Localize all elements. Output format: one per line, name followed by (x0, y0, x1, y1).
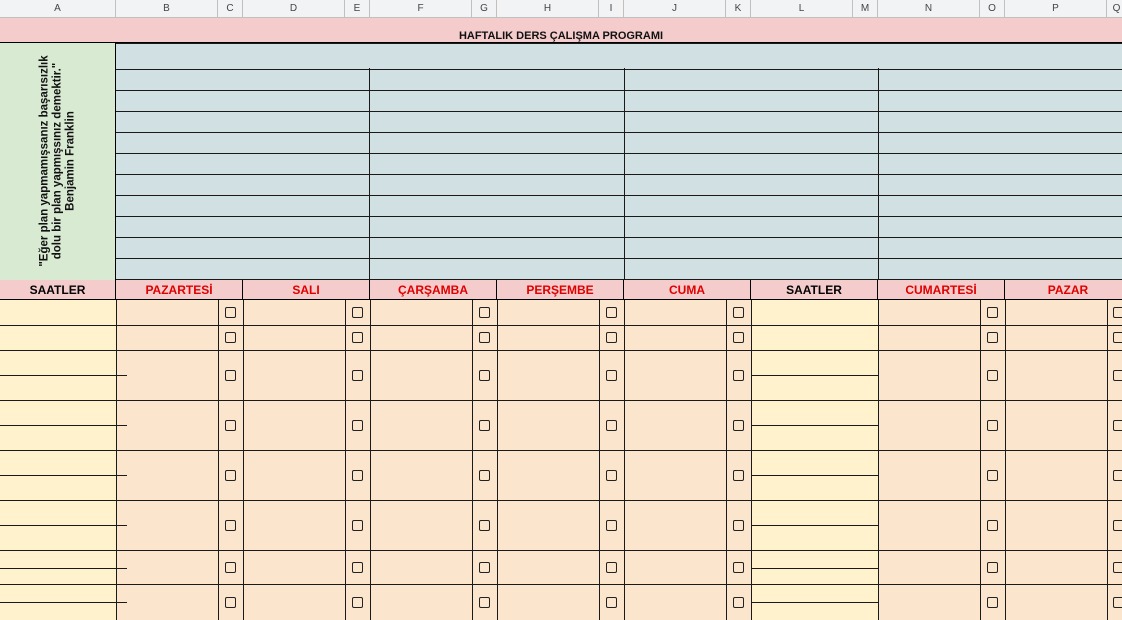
time-row-line (751, 584, 878, 585)
checkbox-icon[interactable] (987, 307, 998, 318)
checkbox-icon[interactable] (352, 562, 363, 573)
time-row-line (751, 602, 878, 603)
time-row-line (751, 550, 878, 551)
day-column-7[interactable] (1005, 300, 1122, 620)
column-header-c[interactable]: C (218, 0, 243, 18)
time-row-line (0, 450, 127, 451)
checkbox-icon[interactable] (479, 470, 490, 481)
checkbox-icon[interactable] (352, 420, 363, 431)
time-row-line (0, 500, 127, 501)
checkbox-icon[interactable] (225, 307, 236, 318)
checkbox-icon[interactable] (987, 597, 998, 608)
checkbox-icon[interactable] (479, 332, 490, 343)
day-row-line (497, 350, 624, 351)
time-column-2[interactable] (751, 300, 878, 620)
grid-column-line (599, 300, 600, 620)
day-row-line (624, 450, 751, 451)
column-header-e[interactable]: E (345, 0, 370, 18)
day-row-line (1005, 584, 1122, 585)
time-row-line (751, 425, 878, 426)
time-row-line (751, 325, 878, 326)
grid-column-line (624, 300, 625, 620)
time-row-line (0, 602, 127, 603)
day-row-line (497, 584, 624, 585)
day-row-line (878, 400, 1005, 401)
grid-column-line (345, 300, 346, 620)
checkbox-icon[interactable] (606, 420, 617, 431)
checkbox-icon[interactable] (225, 597, 236, 608)
day-row-line (878, 550, 1005, 551)
checkbox-icon[interactable] (987, 562, 998, 573)
day-row-line (116, 325, 243, 326)
checkbox-icon[interactable] (479, 562, 490, 573)
checkbox-icon[interactable] (352, 370, 363, 381)
checkbox-icon[interactable] (987, 470, 998, 481)
notes-row-line (116, 69, 1122, 70)
time-row-line (0, 550, 127, 551)
column-header-h[interactable]: H (497, 0, 599, 18)
day-row-line (370, 450, 497, 451)
header-cuma: CUMA (624, 280, 751, 300)
checkbox-icon[interactable] (352, 470, 363, 481)
header-saatler-2: SAATLER (751, 280, 878, 300)
quote-text (39, 46, 78, 276)
grid-column-line (243, 300, 244, 620)
day-column-1[interactable] (116, 300, 243, 620)
header-sali: SALI (243, 280, 370, 300)
time-row-line (0, 525, 127, 526)
day-row-line (116, 350, 243, 351)
checkbox-icon[interactable] (733, 307, 744, 318)
notes-row-line (116, 195, 1122, 196)
checkbox-icon[interactable] (1113, 370, 1122, 381)
header-carsamba: ÇARŞAMBA (370, 280, 497, 300)
day-row-line (624, 550, 751, 551)
checkbox-icon[interactable] (1113, 520, 1122, 531)
checkbox-icon[interactable] (606, 520, 617, 531)
grid-column-line (116, 300, 117, 620)
checkbox-icon[interactable] (606, 370, 617, 381)
header-cumartesi: CUMARTESİ (878, 280, 1005, 300)
time-row-line (751, 568, 878, 569)
checkbox-icon[interactable] (733, 370, 744, 381)
day-row-line (878, 584, 1005, 585)
time-row-line (0, 375, 127, 376)
checkbox-icon[interactable] (1113, 420, 1122, 431)
time-row-line (0, 584, 127, 585)
time-row-line (751, 500, 878, 501)
day-row-line (1005, 450, 1122, 451)
day-row-line (116, 584, 243, 585)
checkbox-icon[interactable] (225, 562, 236, 573)
grid-column-line (497, 300, 498, 620)
time-row-line (751, 450, 878, 451)
day-row-line (1005, 400, 1122, 401)
checkbox-icon[interactable] (479, 420, 490, 431)
day-row-line (624, 400, 751, 401)
notes-row-line (116, 43, 1122, 44)
checkbox-icon[interactable] (987, 332, 998, 343)
time-row-line (751, 350, 878, 351)
day-row-line (116, 550, 243, 551)
sheet-title[interactable]: HAFTALIK DERS ÇALIŞMA PROGRAMI (0, 18, 1122, 43)
day-row-line (243, 400, 370, 401)
day-row-line (370, 550, 497, 551)
checkbox-icon[interactable] (479, 520, 490, 531)
column-header-o[interactable]: O (980, 0, 1005, 18)
notes-row-line (116, 153, 1122, 154)
checkbox-icon[interactable] (987, 420, 998, 431)
column-header-i[interactable]: I (599, 0, 624, 18)
grid-column-line (726, 300, 727, 620)
checkbox-icon[interactable] (987, 520, 998, 531)
notes-column-divider (624, 68, 625, 280)
notes-row-line (116, 258, 1122, 259)
checkbox-icon[interactable] (479, 307, 490, 318)
checkbox-icon[interactable] (225, 370, 236, 381)
day-row-line (243, 584, 370, 585)
quote-line-2: dolu bir plan yapmışsınız demektir." (51, 62, 64, 260)
grid-column-line (370, 300, 371, 620)
checkbox-icon[interactable] (733, 520, 744, 531)
header-saatler: SAATLER (0, 280, 116, 300)
notes-column-divider (878, 68, 879, 280)
notes-row-line (116, 132, 1122, 133)
time-row-line (0, 400, 127, 401)
time-row-line (0, 568, 127, 569)
day-column-6[interactable] (878, 300, 1005, 620)
time-column-1[interactable] (0, 300, 127, 620)
notes-column-divider (369, 68, 370, 280)
checkbox-icon[interactable] (479, 597, 490, 608)
day-row-line (497, 550, 624, 551)
day-row-line (116, 500, 243, 501)
notes-row-line (116, 216, 1122, 217)
day-row-line (370, 325, 497, 326)
checkbox-icon[interactable] (225, 470, 236, 481)
checkbox-icon[interactable] (1113, 597, 1122, 608)
time-row-line (0, 325, 127, 326)
checkbox-icon[interactable] (352, 332, 363, 343)
column-header-f[interactable]: F (370, 0, 472, 18)
checkbox-icon[interactable] (1113, 332, 1122, 343)
checkbox-icon[interactable] (606, 307, 617, 318)
header-pazar: PAZAR (1005, 280, 1122, 300)
grid-column-line (751, 300, 752, 620)
checkbox-icon[interactable] (479, 370, 490, 381)
column-header-j[interactable]: J (624, 0, 726, 18)
day-row-line (370, 500, 497, 501)
checkbox-icon[interactable] (225, 420, 236, 431)
day-row-line (116, 400, 243, 401)
grid-column-line (1005, 300, 1006, 620)
day-row-line (1005, 350, 1122, 351)
checkbox-icon[interactable] (733, 332, 744, 343)
grid-column-line (878, 300, 879, 620)
grid-column-line (1107, 300, 1108, 620)
day-row-line (243, 350, 370, 351)
day-row-line (243, 500, 370, 501)
day-row-line (624, 500, 751, 501)
time-row-line (751, 375, 878, 376)
day-row-line (497, 325, 624, 326)
checkbox-icon[interactable] (733, 470, 744, 481)
quote-author: Benjamin Franklin (64, 111, 77, 211)
checkbox-icon[interactable] (352, 520, 363, 531)
grid-column-line (218, 300, 219, 620)
column-header-k[interactable]: K (726, 0, 751, 18)
checkbox-icon[interactable] (606, 562, 617, 573)
column-header-a[interactable]: A (0, 0, 116, 18)
checkbox-icon[interactable] (987, 370, 998, 381)
checkbox-icon[interactable] (606, 470, 617, 481)
day-row-line (370, 400, 497, 401)
checkbox-icon[interactable] (352, 597, 363, 608)
column-header-p[interactable]: P (1005, 0, 1107, 18)
day-row-line (878, 325, 1005, 326)
day-row-line (624, 325, 751, 326)
time-row-line (751, 525, 878, 526)
day-column-4[interactable] (497, 300, 624, 620)
time-row-line (751, 400, 878, 401)
notes-row-line (116, 237, 1122, 238)
day-column-2[interactable] (243, 300, 370, 620)
column-header-l[interactable]: L (751, 0, 853, 18)
checkbox-icon[interactable] (606, 597, 617, 608)
grid-column-line (472, 300, 473, 620)
day-column-5[interactable] (624, 300, 751, 620)
day-row-line (624, 584, 751, 585)
checkbox-icon[interactable] (1113, 307, 1122, 318)
notes-area[interactable] (116, 43, 1122, 280)
day-row-line (878, 500, 1005, 501)
time-row-line (0, 475, 127, 476)
header-persembe: PERŞEMBE (497, 280, 624, 300)
checkbox-icon[interactable] (733, 562, 744, 573)
checkbox-icon[interactable] (733, 597, 744, 608)
column-header-d[interactable]: D (243, 0, 345, 18)
checkbox-icon[interactable] (733, 420, 744, 431)
grid-column-line (980, 300, 981, 620)
day-row-line (1005, 500, 1122, 501)
checkbox-icon[interactable] (606, 332, 617, 343)
time-row-line (751, 475, 878, 476)
day-row-line (1005, 325, 1122, 326)
notes-row-line (116, 90, 1122, 91)
day-row-line (243, 450, 370, 451)
day-row-line (497, 400, 624, 401)
day-row-line (878, 350, 1005, 351)
checkbox-icon[interactable] (225, 520, 236, 531)
header-pazartesi: PAZARTESİ (116, 280, 243, 300)
time-row-line (0, 350, 127, 351)
checkbox-icon[interactable] (225, 332, 236, 343)
quote-line-1: "Eğer plan yapmamışsanız başarısızlık (38, 55, 51, 267)
day-row-line (497, 500, 624, 501)
day-row-line (1005, 550, 1122, 551)
day-row-line (243, 550, 370, 551)
column-header-b[interactable]: B (116, 0, 218, 18)
day-row-line (243, 325, 370, 326)
checkbox-icon[interactable] (1113, 470, 1122, 481)
day-row-line (497, 450, 624, 451)
day-row-line (624, 350, 751, 351)
column-header-q[interactable]: Q (1107, 0, 1122, 18)
column-header-n[interactable]: N (878, 0, 980, 18)
day-column-3[interactable] (370, 300, 497, 620)
quote-cell[interactable] (0, 43, 116, 280)
checkbox-icon[interactable] (1113, 562, 1122, 573)
column-header-g[interactable]: G (472, 0, 497, 18)
day-row-line (878, 450, 1005, 451)
time-row-line (0, 425, 127, 426)
day-row-line (370, 584, 497, 585)
notes-row-line (116, 111, 1122, 112)
checkbox-icon[interactable] (352, 307, 363, 318)
day-row-line (370, 350, 497, 351)
column-header-m[interactable]: M (853, 0, 878, 18)
notes-row-line (116, 174, 1122, 175)
day-row-line (116, 450, 243, 451)
